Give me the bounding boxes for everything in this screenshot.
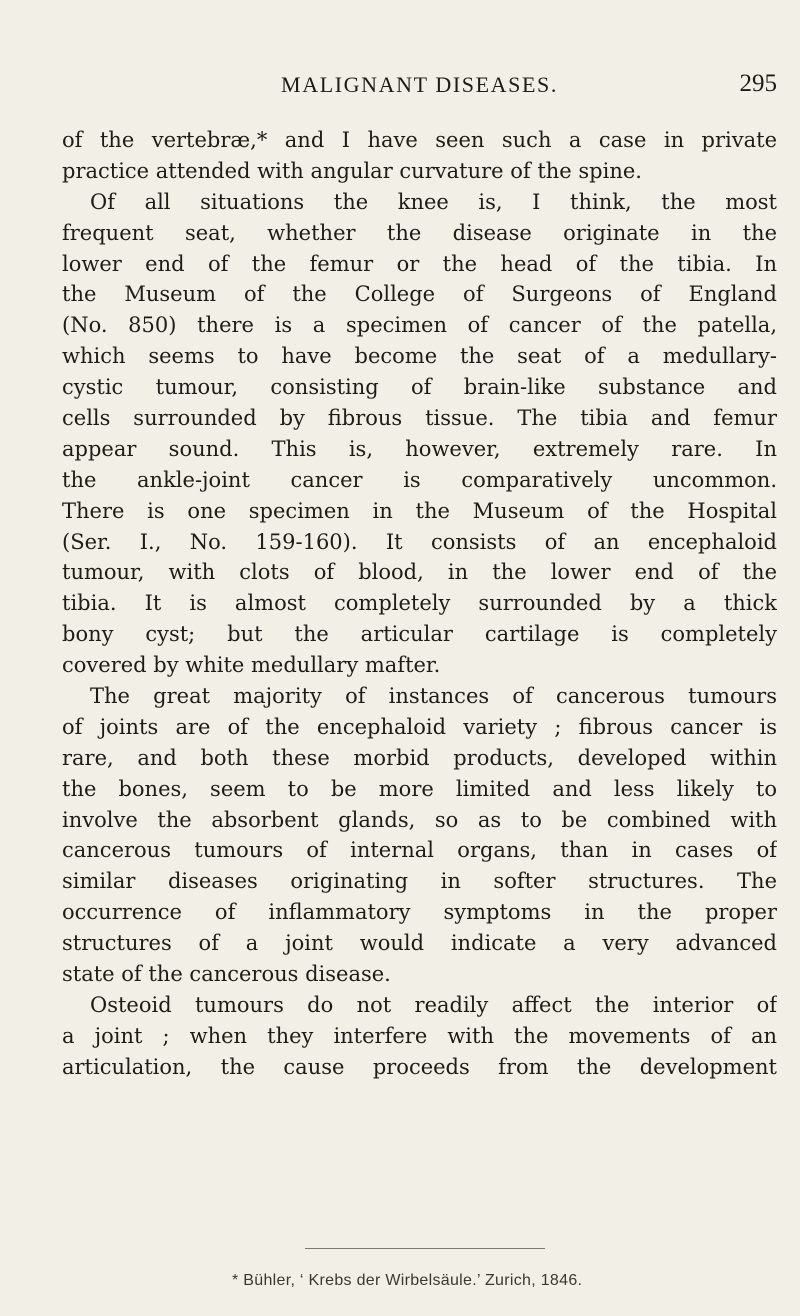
text-line: tumour, with clots of blood, in the lower end of the xyxy=(62,560,777,585)
text-line: Of all situations the knee is, I think, the most xyxy=(90,189,777,214)
text-line: frequent seat, whether the disease originate in the xyxy=(62,220,777,245)
text-line: occurrence of inflammatory symptoms in the proper xyxy=(62,900,777,925)
text-line: involve the absorbent glands, so as to be combined with xyxy=(62,807,777,832)
text-line: bony cyst; but the articular cartilage is completely xyxy=(62,622,777,647)
text-line: of the vertebræ,* and I have seen such a case in private xyxy=(62,128,777,152)
text-line: state of the cancerous disease. xyxy=(62,962,391,987)
text-line: There is one specimen in the Museum of the Hospital xyxy=(62,498,777,523)
running-header xyxy=(62,72,777,106)
text-line: which seems to have become the seat of a medullary- xyxy=(62,344,777,369)
running-title: MALIGNANT DISEASES. xyxy=(281,72,558,97)
text-line: (No. 850) there is a specimen of cancer of the patella, xyxy=(62,313,777,338)
text-line: similar diseases originating in softer structures. The xyxy=(62,869,777,894)
text-line: the ankle-joint cancer is comparatively uncommon. xyxy=(62,467,777,492)
text-line: covered by white medullary mafter. xyxy=(62,653,441,678)
text-line: cystic tumour, consisting of brain-like substance and xyxy=(62,375,777,400)
text-line: rare, and both these morbid products, developed within xyxy=(62,745,777,770)
footnote-rule xyxy=(305,1248,545,1249)
text-line: of joints are of the encephaloid variety ; fibrous cancer is xyxy=(62,714,777,739)
page-number: 295 xyxy=(739,70,777,97)
text-line: the Museum of the College of Surgeons of England xyxy=(62,282,777,307)
text-line: Osteoid tumours do not readily affect the interior of xyxy=(90,992,777,1017)
text-line: the bones, seem to be more limited and less likely to xyxy=(62,776,777,801)
text-line: tibia. It is almost completely surrounded by a thick xyxy=(62,591,777,616)
text-line: cells surrounded by fibrous tissue. The tibia and femur xyxy=(62,406,777,431)
footnote: * Bühler, ‘ Krebs der Wirbelsäule.’ Zurich, 1846. xyxy=(232,1272,583,1289)
text-line: lower end of the femur or the head of the tibia. In xyxy=(62,251,777,276)
text-line: a joint ; when they interfere with the movements of an xyxy=(62,1023,777,1048)
text-line: structures of a joint would indicate a very advanced xyxy=(62,931,777,956)
body-text xyxy=(62,125,777,1083)
text-line: articulation, the cause proceeds from the development xyxy=(62,1054,777,1079)
text-line: practice attended with angular curvature of the spine. xyxy=(62,158,642,183)
text-line: cancerous tumours of internal organs, than in cases of xyxy=(62,838,777,863)
text-line: The great majority of instances of cancerous tumours xyxy=(90,684,777,709)
text-line: appear sound. This is, however, extremely rare. In xyxy=(62,436,777,461)
text-line: (Ser. I., No. 159-160). It consists of an encephaloid xyxy=(62,529,777,554)
